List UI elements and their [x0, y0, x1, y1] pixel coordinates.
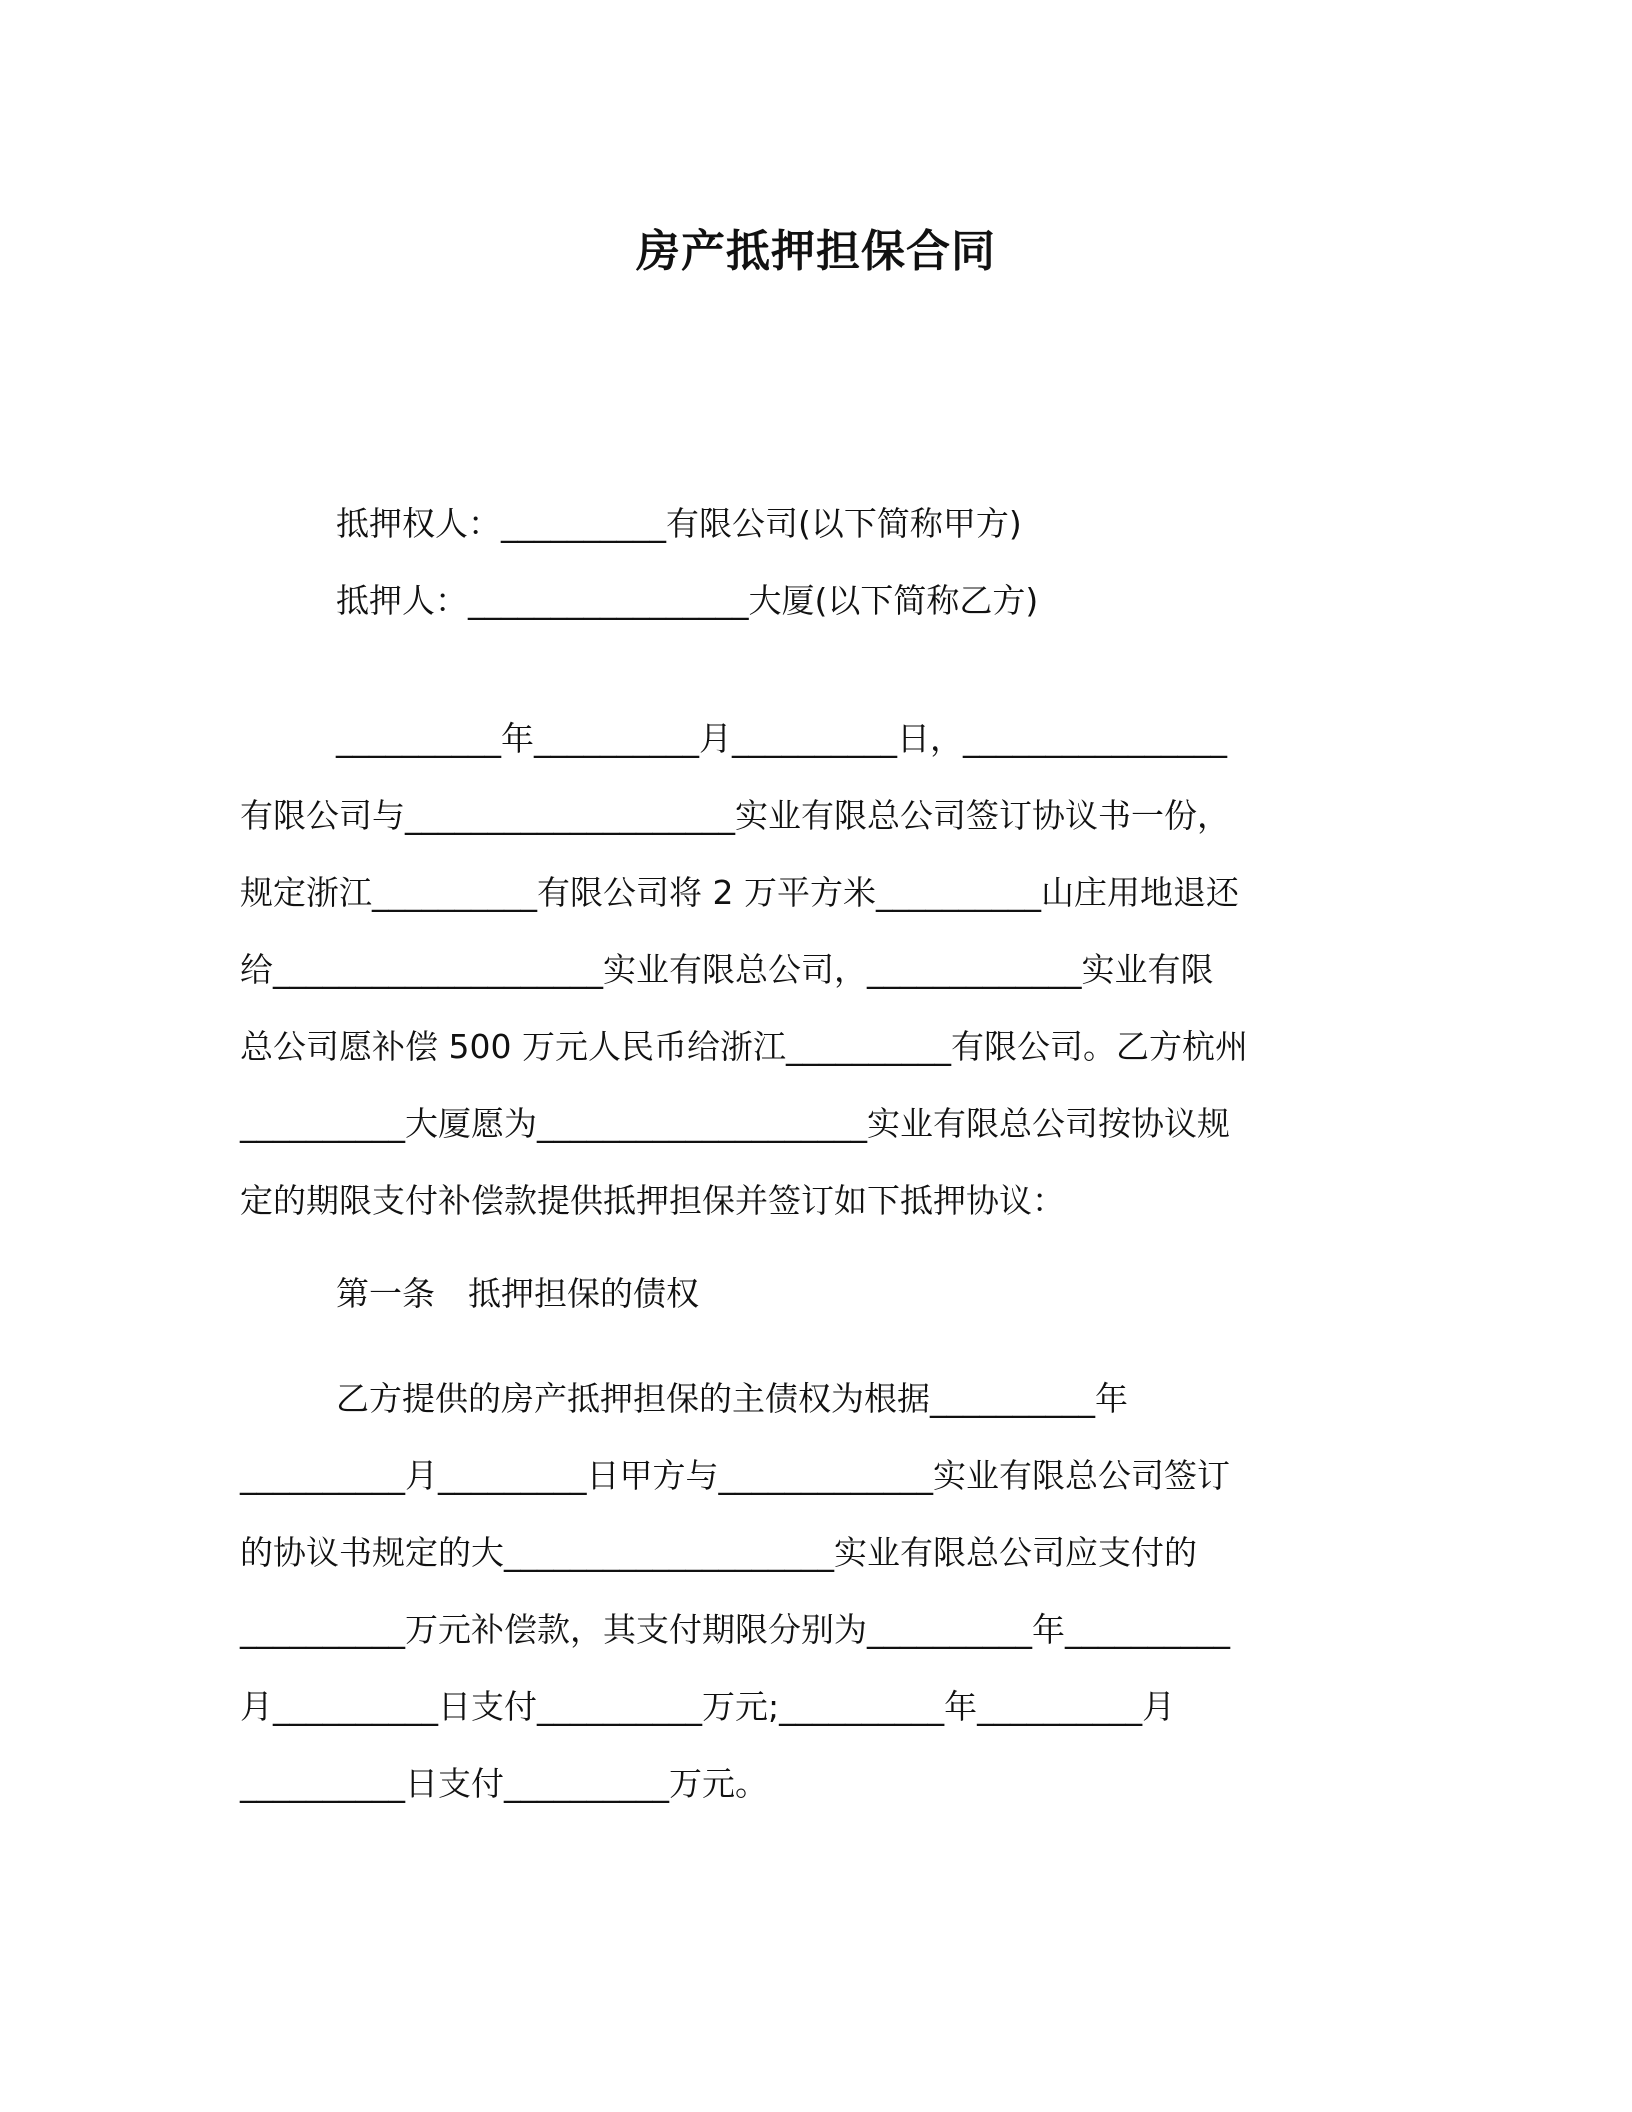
preamble-line: __________大厦愿为____________________实业有限总公司按协议规	[240, 1104, 1230, 1143]
mortgagee-line: 抵押权人：__________有限公司(以下简称甲方)	[336, 504, 1022, 543]
document-title: 房产抵押担保合同	[636, 226, 996, 277]
preamble-line: 总公司愿补偿 500 万元人民币给浙江__________有限公司。乙方杭州	[240, 1027, 1248, 1066]
preamble-line: __________年__________月__________日，________________	[336, 719, 1227, 758]
article-1-heading-block	[240, 1255, 1370, 1332]
article-1-paragraph	[240, 1360, 1370, 1822]
article-1-heading: 第一条 抵押担保的债权	[336, 1274, 699, 1313]
mortgagor-line: 抵押人：_________________大厦(以下简称乙方)	[336, 581, 1039, 620]
article-1-line: __________万元补偿款，其支付期限分别为__________年__________	[240, 1610, 1230, 1649]
preamble-line: 定的期限支付补偿款提供抵押担保并签订如下抵押协议：	[240, 1181, 1065, 1220]
article-1-line: 的协议书规定的大____________________实业有限总公司应支付的	[240, 1533, 1197, 1572]
preamble-line: 有限公司与____________________实业有限总公司签订协议书一份，	[240, 796, 1230, 835]
article-1-line: __________日支付__________万元。	[240, 1764, 768, 1803]
article-1-line: 月__________日支付__________万元;__________年__________月	[240, 1687, 1176, 1726]
preamble-line: 规定浙江__________有限公司将 2 万平方米__________山庄用地退还	[240, 873, 1239, 912]
parties-section	[240, 485, 1370, 639]
preamble-line: 给____________________实业有限总公司，_____________实业有限	[240, 950, 1214, 989]
article-1-line: __________月_________日甲方与_____________实业有限总公司签订	[240, 1456, 1230, 1495]
preamble-paragraph	[240, 700, 1370, 1239]
article-1-line: 乙方提供的房产抵押担保的主债权为根据__________年	[336, 1379, 1128, 1418]
